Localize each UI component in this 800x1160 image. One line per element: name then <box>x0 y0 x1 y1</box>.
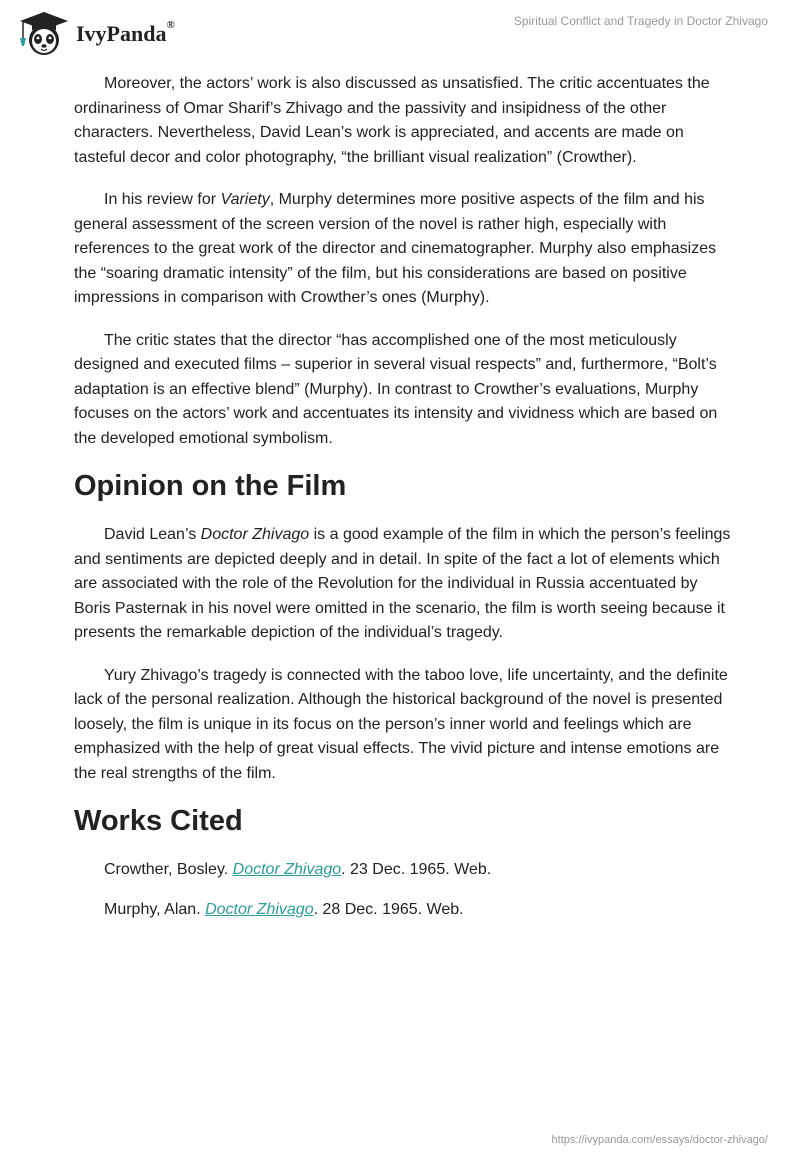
footer-url[interactable]: https://ivypanda.com/essays/doctor-zhivago/ <box>551 1134 768 1146</box>
panda-graduate-icon <box>14 8 74 58</box>
paragraph-critic-states: The critic states that the director “has accomplished one of the most meticulously designed and executed films – superior in several visual respects” and, furthermore, “Bolt’s adaptation is an effective blend” (Murphy). In contrast to Crowther’s evaluations, Murphy focuses on the actors’ work and accentuates its intensity and vividness which are based on the developed emotional symbolism. <box>74 331 718 447</box>
logo[interactable] <box>14 8 175 58</box>
logo-wordmark: IvyPanda® <box>76 19 175 46</box>
paragraph-crowther-actors: Moreover, the actors’ work is also discussed as unsatisfied. The critic accentuates the ordinariness of Omar Sharif’s Zhivago and the passivity and insipidness of the other characters. Nevertheless, David Lean’s work is appreciated, and accents are made on tasteful decor and color photography, “the brilliant visual realization” (Crowther). <box>74 75 710 166</box>
publication-title: Variety <box>220 191 270 208</box>
paragraph-murphy-review: In his review for Variety, Murphy determines more positive aspects of the film and his general assessment of the screen version of the novel is rather high, especially with references to the great work of the director and cinematographer. Murphy also emphasizes the “soaring dramatic intensity” of the film, but his considerations are based on positive impressions in comparison with Crowther’s ones (Murphy). <box>74 191 717 306</box>
heading-works-cited: Works Cited <box>74 805 243 837</box>
heading-opinion: Opinion on the Film <box>74 470 347 502</box>
document-title: Spiritual Conflict and Tragedy in Doctor Zhivago <box>513 14 768 28</box>
citation-link-crowther[interactable]: Doctor Zhivago <box>232 861 342 878</box>
film-title: Doctor Zhivago <box>200 526 310 543</box>
paragraph-zhivago-tragedy: Yury Zhivago’s tragedy is connected with the taboo love, life uncertainty, and the definite lack of the personal realization. Although the historical background of the novel is presented loosely, the film is unique in its focus on the person’s inner world and feelings which are emphasized with the help of great visual effects. The vivid picture and intense emotions are the real strengths of the film. <box>74 666 728 782</box>
citation-crowther: Crowther, Bosley. Doctor Zhivago. 23 Dec. 1965. Web. <box>104 861 492 878</box>
citation-link-murphy[interactable]: Doctor Zhivago <box>205 901 314 918</box>
citation-murphy: Murphy, Alan. Doctor Zhivago. 28 Dec. 1965. Web. <box>104 901 464 918</box>
paragraph-opinion-lean: David Lean’s Doctor Zhivago is a good example of the film in which the person’s feelings and sentiments are depicted deeply and in detail. In spite of the fact a lot of elements which are associated with the role of the Revolution for the individual in Russia accentuated by Boris Pasternak in his novel were omitted in the scenario, the film is worth seeing because it presents the remarkable depiction of the individual’s tragedy. <box>74 526 731 641</box>
essay-body <box>74 72 734 938</box>
